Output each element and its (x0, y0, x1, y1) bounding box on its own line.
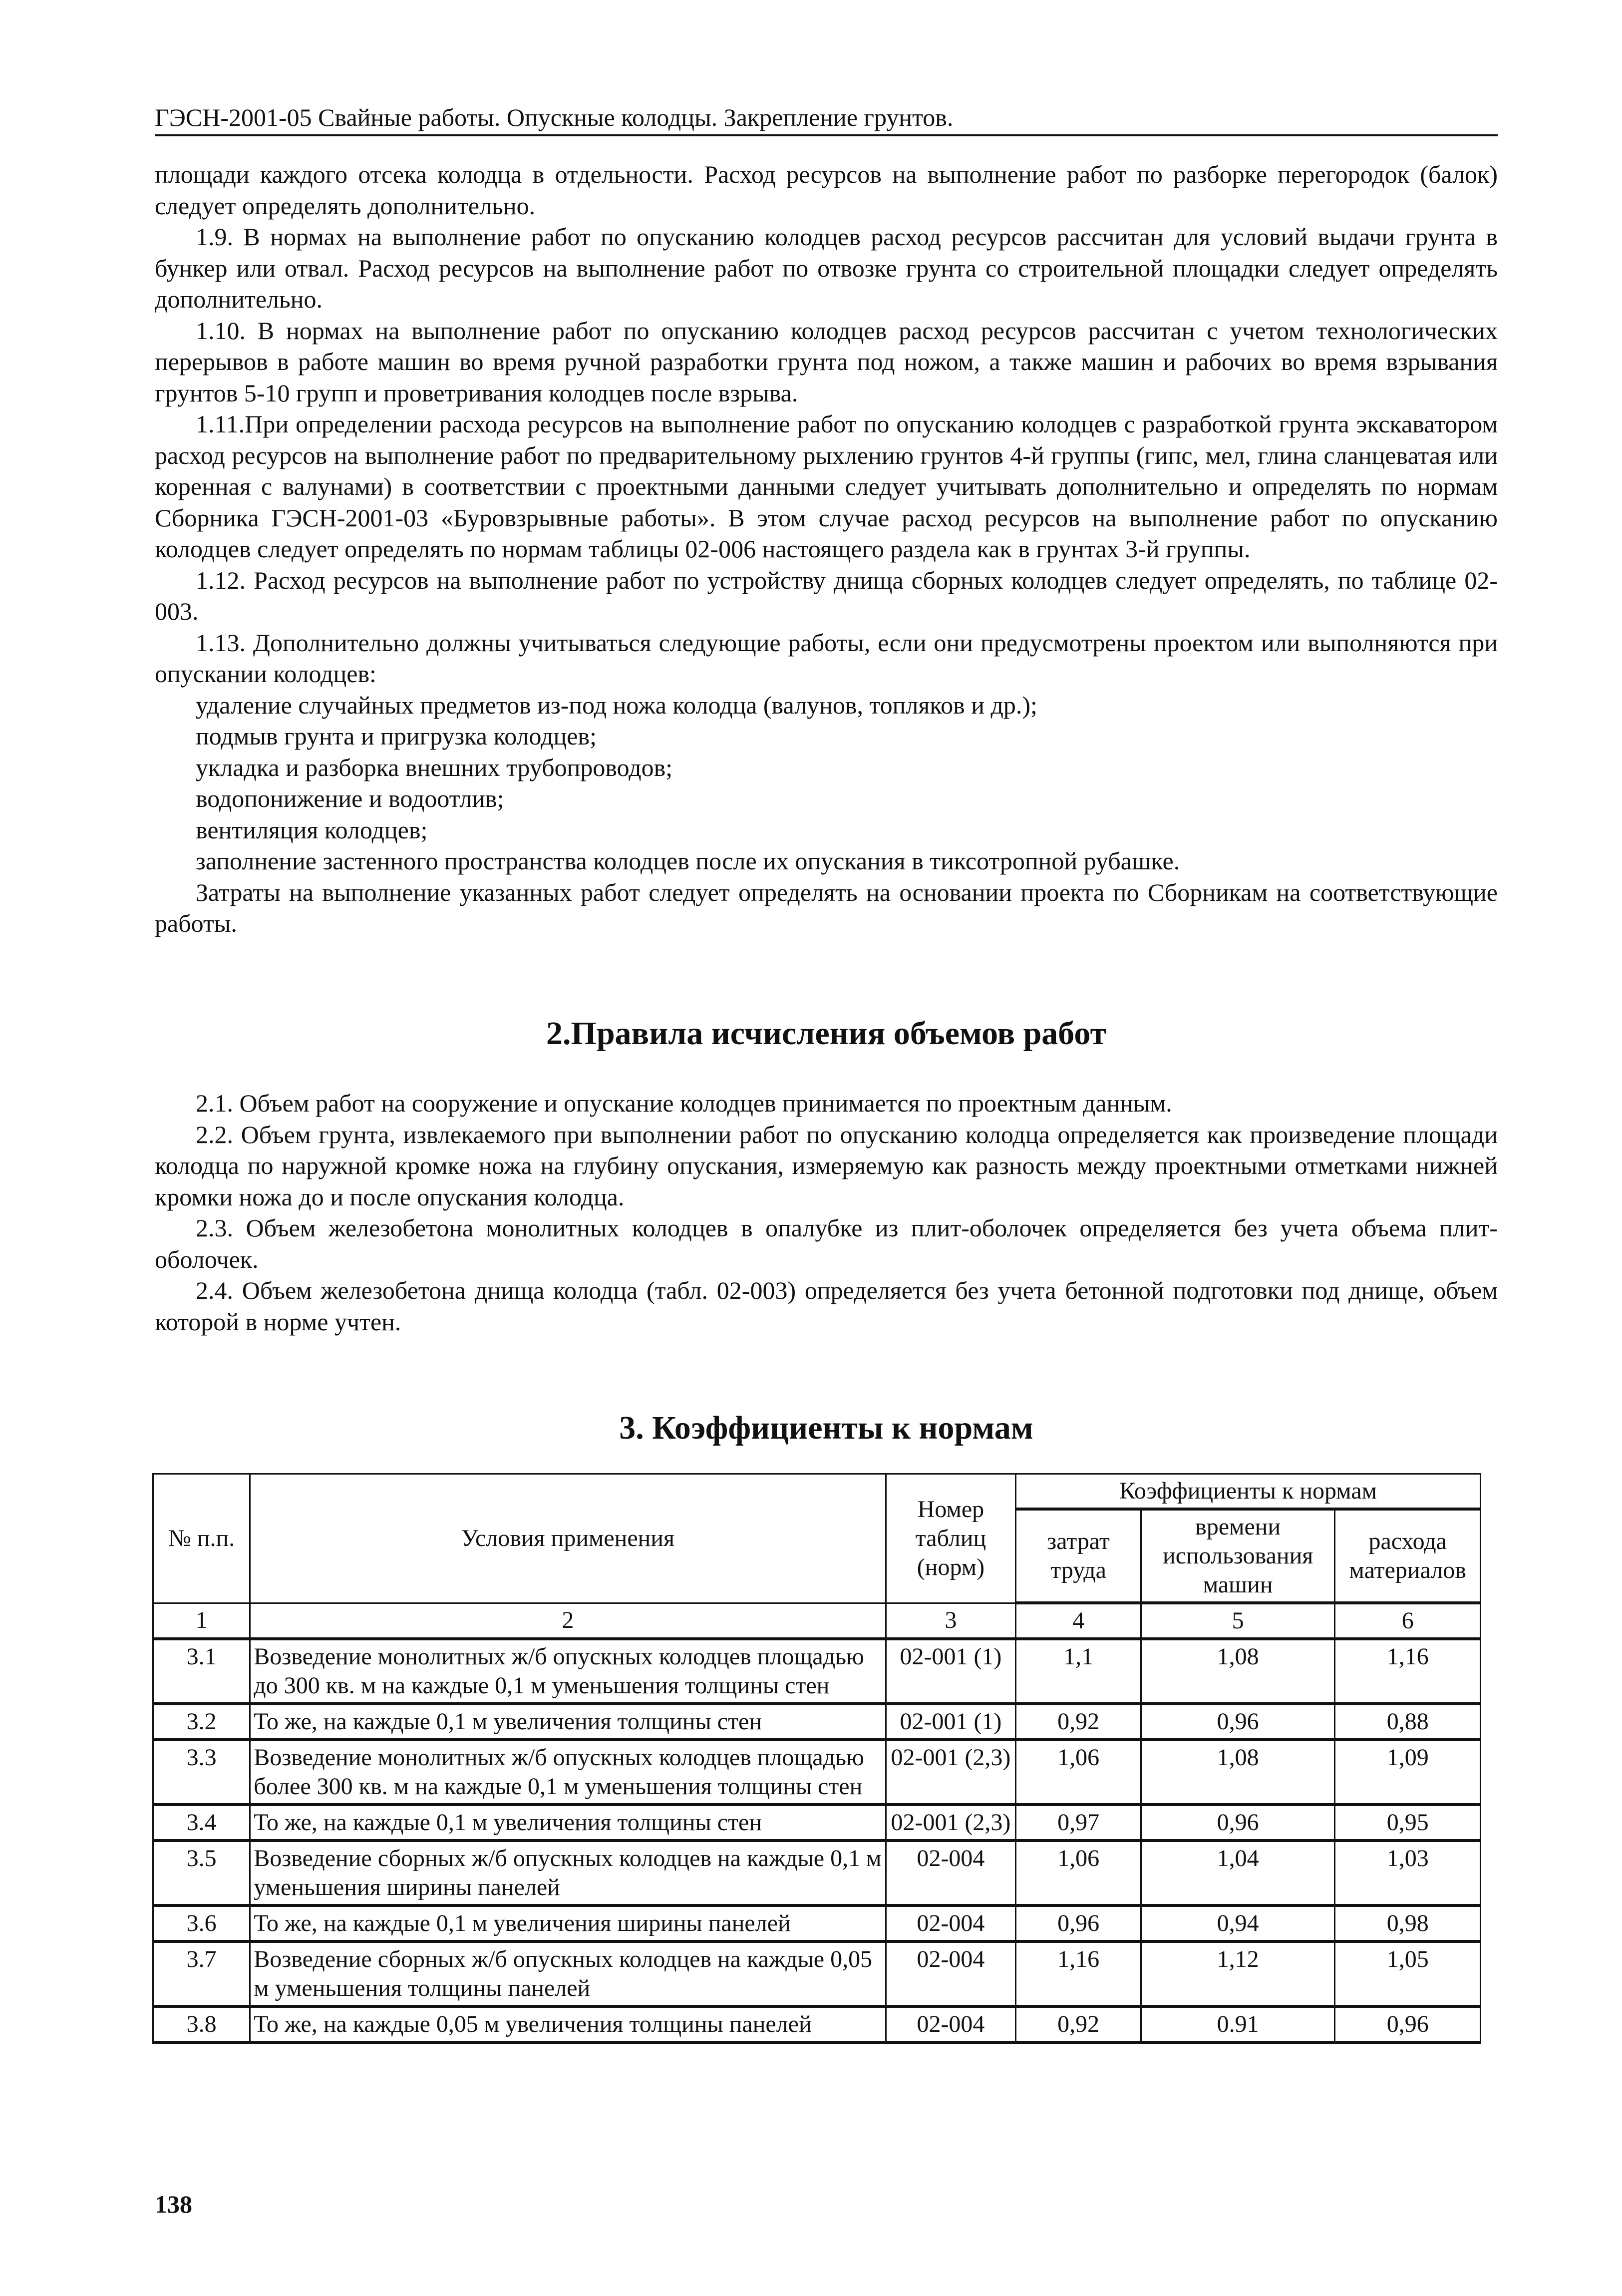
column-index: 1 (153, 1603, 250, 1639)
cell-conditions: То же, на каждые 0,1 м увеличения толщины стен (250, 1704, 886, 1740)
list-item: заполнение застенного пространства колодцев после их опускания в тиксотропной рубашке. (196, 847, 1180, 875)
header-table-no: Номер таблиц (норм) (886, 1474, 1016, 1603)
paragraph-2-4: 2.4. Объем железобетона днища колодца (табл. 02-003) определяется без учета бетонной подготовки под днище, объем которой в норме учтен. (155, 1276, 1498, 1336)
header-conditions: Условия применения (250, 1474, 886, 1603)
section3-title: 3. Коэффициенты к нормам (619, 1410, 1033, 1446)
paragraph-1-13: 1.13. Дополнительно должны учитываться следующие работы, если они предусмотрены проектом или выполняются при опускании колодцев: (155, 628, 1498, 688)
cell-machines: 1,08 (1141, 1639, 1335, 1704)
section1-continued (155, 159, 1498, 939)
cell-conditions: То же, на каждые 0,1 м увеличения толщины стен (250, 1805, 886, 1841)
cell-materials: 1,16 (1335, 1639, 1481, 1704)
cell-no: 3.1 (153, 1639, 250, 1704)
cell-labor: 1,06 (1016, 1841, 1141, 1906)
cell-no: 3.4 (153, 1805, 250, 1841)
paragraph-1-10: 1.10. В нормах на выполнение работ по опусканию колодцев расход ресурсов рассчитан с учетом технологических перерывов в работе машин во время ручной разработки грунта под ножом, а также машин и рабочих во время взрывания грунтов 5-10 групп и проветривания колодцев после взрыва. (155, 316, 1498, 407)
cell-conditions: Возведение сборных ж/б опускных колодцев на каждые 0,05 м уменьшения толщины панелей (250, 1941, 886, 2006)
cell-materials: 0,98 (1335, 1906, 1481, 1941)
cell-conditions: Возведение сборных ж/б опускных колодцев на каждые 0,1 м уменьшения ширины панелей (250, 1841, 886, 1906)
coefficients-table (152, 1473, 1481, 2044)
paragraph-1-11: 1.11.При определении расхода ресурсов на выполнение работ по опусканию колодцев с разработкой грунта экскаватором расход ресурсов на выполнение работ по предварительному рыхлению грунтов 4-й группы (гипс, мел, глина сланцеватая или коренная с валунами) в соответствии с проектными данными следует учитывать дополнительно и определять по нормам Сборника ГЭСН-2001-03 «Буровзрывные работы». В этом случае расход ресурсов на выполнение работ по опусканию колодцев следует определять по нормам таблицы 02-006 настоящего раздела как в грунтах 3-й группы. (155, 410, 1498, 563)
table-row (153, 1805, 1481, 1841)
column-index: 3 (886, 1603, 1016, 1639)
page-number: 138 (155, 2190, 192, 2218)
cell-machines: 0.91 (1141, 2006, 1335, 2042)
table-row (153, 1639, 1481, 1704)
paragraph: площади каждого отсека колодца в отдельности. Расход ресурсов на выполнение работ по разборке перегородок (балок) следует определять дополнительно. (155, 160, 1498, 220)
cell-materials: 1,09 (1335, 1740, 1481, 1805)
cell-materials: 1,05 (1335, 1941, 1481, 2006)
section2-title: 2.Правила исчисления объемов работ (546, 1015, 1106, 1052)
paragraph-2-2: 2.2. Объем грунта, извлекаемого при выполнении работ по опусканию колодца определяется как произведение площади колодца по наружной кромке ножа на глубину опускания, измеряемую как разность между проектными отметками нижней кромки ножа до и после опускания колодца. (155, 1120, 1498, 1211)
cell-machines: 1,08 (1141, 1740, 1335, 1805)
cell-table-no: 02-001 (1) (886, 1639, 1016, 1704)
cell-materials: 1,03 (1335, 1841, 1481, 1906)
cell-conditions: То же, на каждые 0,05 м увеличения толщины панелей (250, 2006, 886, 2042)
list-item: вентиляция колодцев; (196, 815, 428, 844)
cell-conditions: То же, на каждые 0,1 м увеличения ширины панелей (250, 1906, 886, 1941)
cell-conditions: Возведение монолитных ж/б опускных колодцев площадью более 300 кв. м на каждые 0,1 м уменьшения толщины стен (250, 1740, 886, 1805)
list-item: водопонижение и водоотлив; (196, 784, 504, 812)
cell-machines: 0,96 (1141, 1805, 1335, 1841)
cell-no: 3.3 (153, 1740, 250, 1805)
table-row (153, 1704, 1481, 1740)
column-index: 5 (1141, 1603, 1335, 1639)
cell-materials: 0,96 (1335, 2006, 1481, 2042)
cell-table-no: 02-001 (2,3) (886, 1740, 1016, 1805)
cell-no: 3.7 (153, 1941, 250, 2006)
running-header: ГЭСН-2001-05 Свайные работы. Опускные колодцы. Закрепление грунтов. (155, 102, 1498, 136)
cell-labor: 0,92 (1016, 1704, 1141, 1740)
cell-no: 3.6 (153, 1906, 250, 1941)
column-index: 4 (1016, 1603, 1141, 1639)
header-machines: времени использования машин (1141, 1509, 1335, 1603)
header-materials: расхода материалов (1335, 1509, 1481, 1603)
column-index: 2 (250, 1603, 886, 1639)
list-item: укладка и разборка внешних трубопроводов; (196, 753, 673, 781)
paragraph-2-1: 2.1. Объем работ на сооружение и опускание колодцев принимается по проектным данным. (196, 1089, 1172, 1117)
cell-table-no: 02-004 (886, 1941, 1016, 2006)
header-group-coefficients: Коэффициенты к нормам (1016, 1474, 1481, 1510)
cell-labor: 1,06 (1016, 1740, 1141, 1805)
table-row (153, 2006, 1481, 2042)
cell-table-no: 02-004 (886, 1841, 1016, 1906)
list-item: удаление случайных предметов из-под ножа колодца (валунов, топляков и др.); (196, 691, 1037, 719)
cell-labor: 1,16 (1016, 1941, 1141, 2006)
cell-machines: 1,12 (1141, 1941, 1335, 2006)
cell-materials: 0,95 (1335, 1805, 1481, 1841)
cell-labor: 0,96 (1016, 1906, 1141, 1941)
cell-table-no: 02-004 (886, 1906, 1016, 1941)
paragraph-1-12: 1.12. Расход ресурсов на выполнение работ по устройству днища сборных колодцев следует определять, по таблице 02-003. (155, 566, 1498, 625)
header-no: № п.п. (153, 1474, 250, 1603)
cell-no: 3.5 (153, 1841, 250, 1906)
cell-labor: 0,92 (1016, 2006, 1141, 2042)
cell-materials: 0,88 (1335, 1704, 1481, 1740)
cell-conditions: Возведение монолитных ж/б опускных колодцев площадью до 300 кв. м на каждые 0,1 м уменьшения толщины стен (250, 1639, 886, 1704)
cell-machines: 0,96 (1141, 1704, 1335, 1740)
cell-labor: 0,97 (1016, 1805, 1141, 1841)
cell-table-no: 02-004 (886, 2006, 1016, 2042)
cell-table-no: 02-001 (1) (886, 1704, 1016, 1740)
table-row (153, 1941, 1481, 2006)
cell-no: 3.2 (153, 1704, 250, 1740)
table-row (153, 1906, 1481, 1941)
paragraph-1-9: 1.9. В нормах на выполнение работ по опусканию колодцев расход ресурсов рассчитан для условий выдачи грунта в бункер или отвал. Расход ресурсов на выполнение работ по отвозке грунта со строительной площадки следует определять дополнительно. (155, 223, 1498, 313)
cell-table-no: 02-001 (2,3) (886, 1805, 1016, 1841)
paragraph-2-3: 2.3. Объем железобетона монолитных колодцев в опалубке из плит-оболочек определяется без учета объема плит-оболочек. (155, 1214, 1498, 1273)
cell-machines: 1,04 (1141, 1841, 1335, 1906)
section2-body (155, 1088, 1498, 1337)
cell-no: 3.8 (153, 2006, 250, 2042)
cell-machines: 0,94 (1141, 1906, 1335, 1941)
header-labor: затрат труда (1016, 1509, 1141, 1603)
list-item: подмыв грунта и пригрузка колодцев; (196, 722, 597, 750)
column-index: 6 (1335, 1603, 1481, 1639)
table-row (153, 1841, 1481, 1906)
column-index-row (153, 1603, 1481, 1639)
cell-labor: 1,1 (1016, 1639, 1141, 1704)
paragraph-closing: Затраты на выполнение указанных работ следует определять на основании проекта по Сборникам на соответствующие работы. (155, 878, 1498, 937)
table-row (153, 1740, 1481, 1805)
